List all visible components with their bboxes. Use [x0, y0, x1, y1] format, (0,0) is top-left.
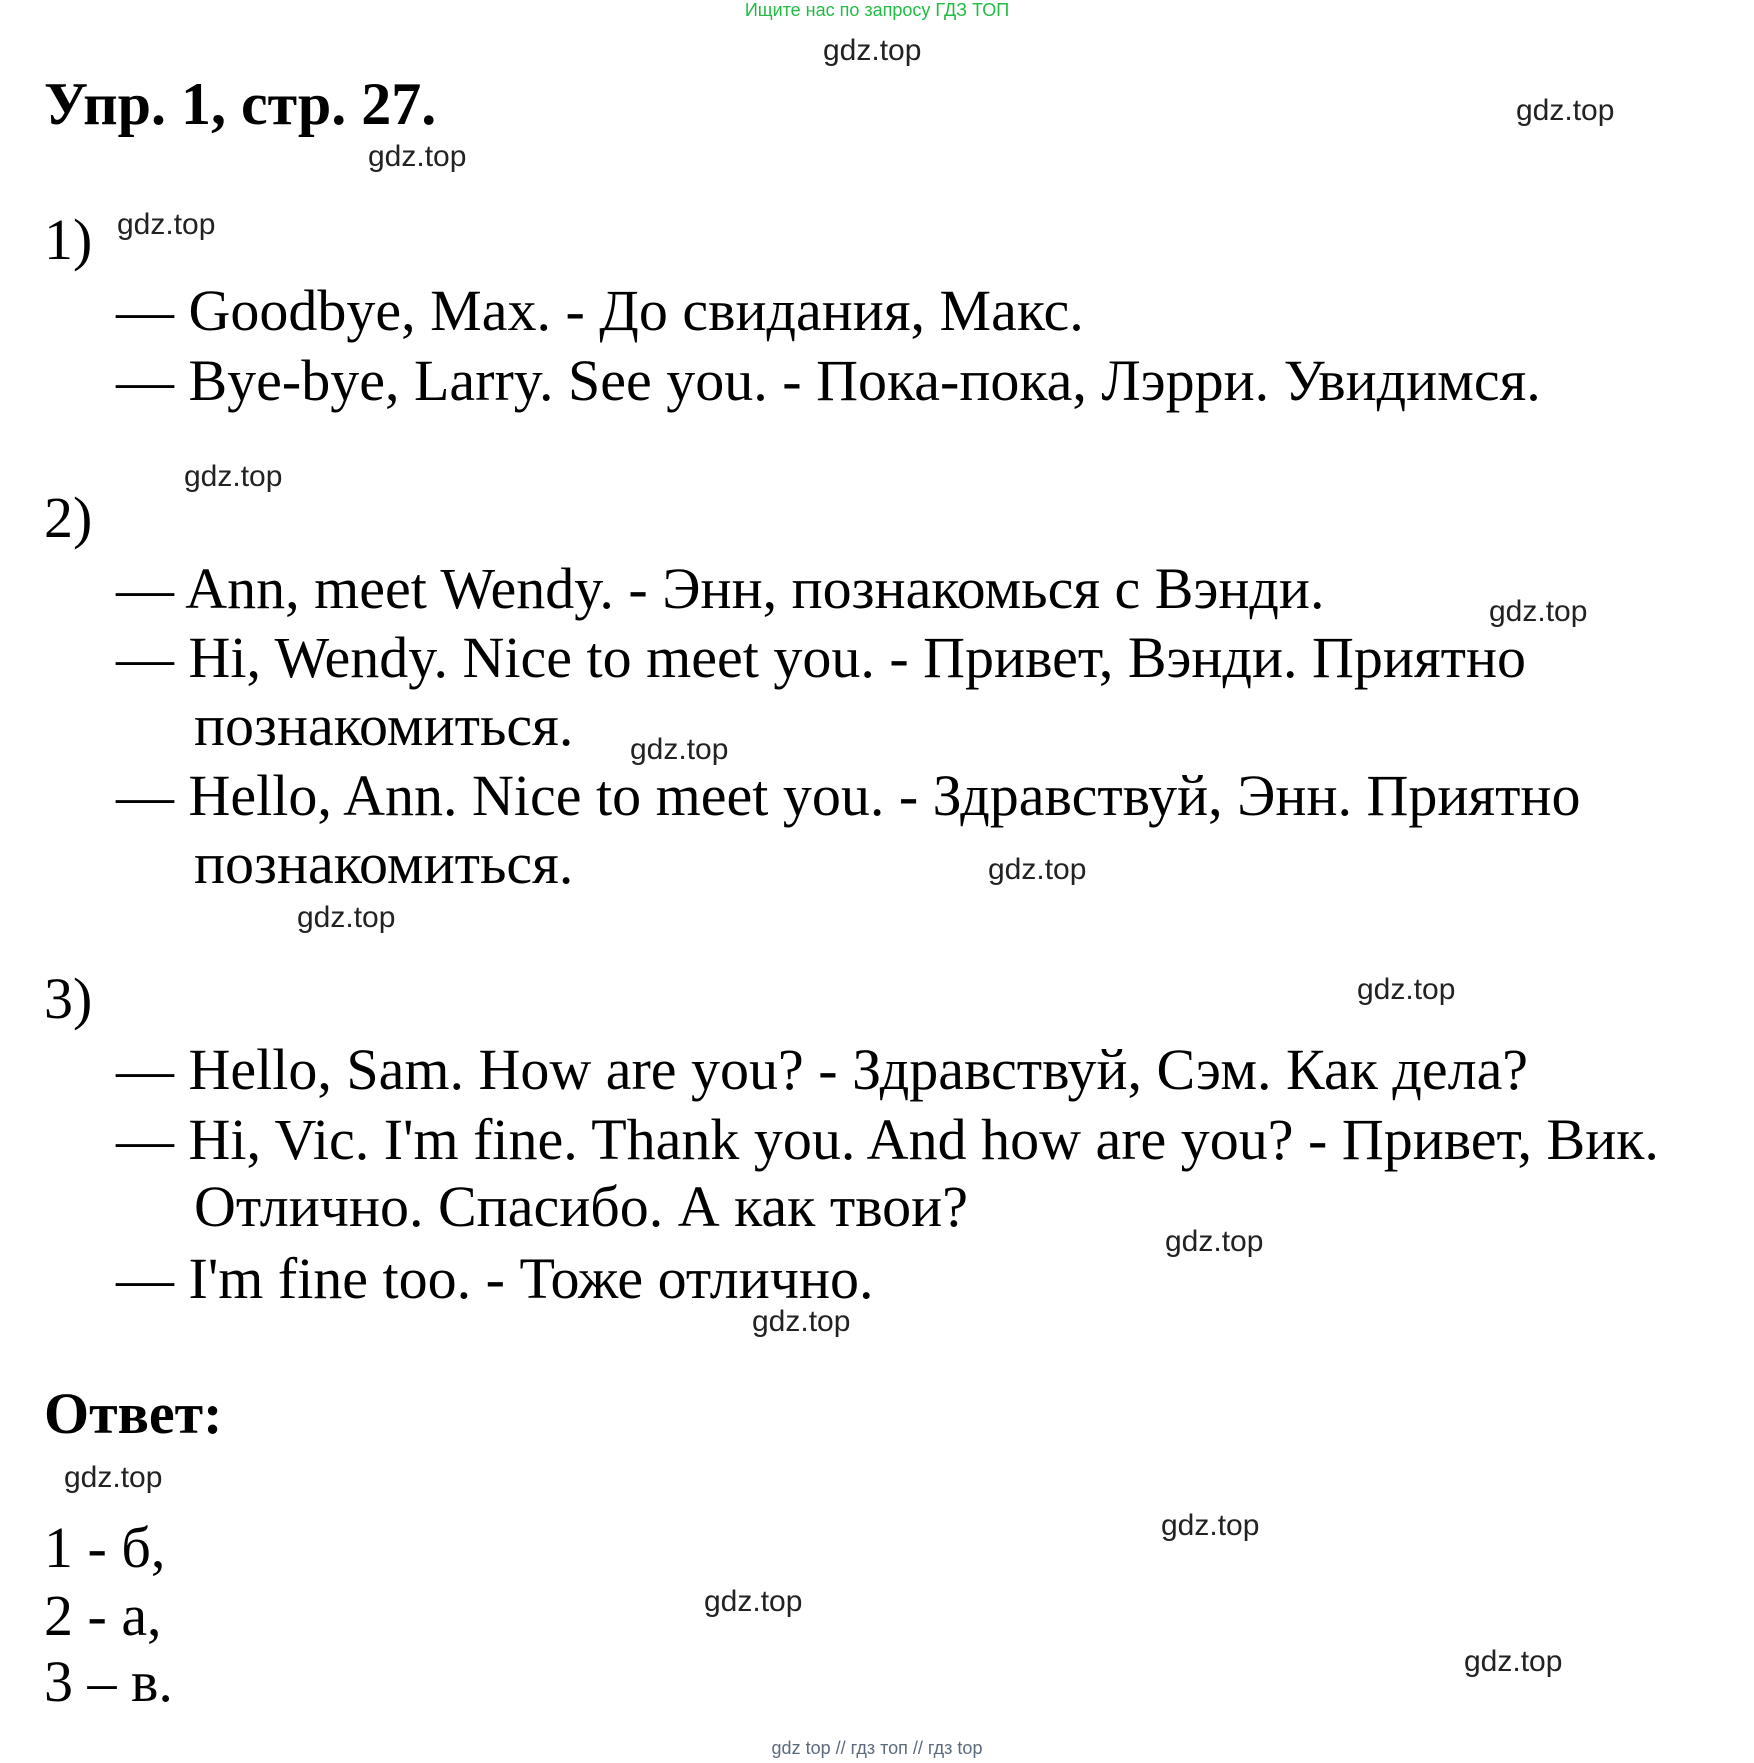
watermark: gdz.top — [988, 853, 1087, 886]
watermark: gdz.top — [1357, 973, 1456, 1006]
watermark: gdz.top — [823, 34, 922, 67]
watermark: gdz.top — [1516, 94, 1615, 127]
answer-heading: Ответ: — [44, 1381, 223, 1446]
watermark: gdz.top — [184, 460, 283, 493]
watermark: gdz.top — [297, 901, 396, 934]
watermark: gdz.top — [704, 1585, 803, 1618]
dialogue-line: — Hello, Ann. Nice to meet you. - Здравствуй, Энн. Приятно — [116, 763, 1581, 828]
watermark: gdz.top — [64, 1461, 163, 1494]
dialogue-number: 2) — [44, 485, 93, 550]
dialogue-number: 1) — [44, 207, 93, 272]
watermark: gdz.top — [368, 140, 467, 173]
dialogue-line-continuation: Отлично. Спасибо. А как твои? — [194, 1174, 968, 1239]
dialogue-line: — I'm fine too. - Тоже отлично. — [116, 1246, 874, 1311]
page-title: Упр. 1, стр. 27. — [44, 71, 437, 137]
dialogue-line: — Bye-bye, Larry. See you. - Пока-пока, Лэрри. Увидимся. — [116, 348, 1541, 413]
watermark: gdz.top — [630, 733, 729, 766]
watermark: gdz.top — [1165, 1225, 1264, 1258]
answer-item: 2 - а, — [44, 1583, 162, 1648]
dialogue-number: 3) — [44, 966, 93, 1031]
dialogue-line: — Hi, Wendy. Nice to meet you. - Привет, Вэнди. Приятно — [116, 625, 1527, 690]
watermark: gdz.top — [1489, 595, 1588, 628]
dialogue-line-continuation: познакомиться. — [194, 831, 574, 896]
watermark: gdz.top — [1161, 1509, 1260, 1542]
dialogue-line: — Hi, Vic. I'm fine. Thank you. And how are you? - Привет, Вик. — [116, 1107, 1659, 1172]
watermark: gdz.top — [1464, 1645, 1563, 1678]
watermark: gdz.top — [752, 1305, 851, 1338]
top-banner: Ищите нас по запросу ГДЗ ТОП — [744, 0, 1010, 20]
answer-item: 3 – в. — [44, 1649, 173, 1714]
dialogue-line: — Hello, Sam. How are you? - Здравствуй, Сэм. Как дела? — [116, 1037, 1529, 1102]
dialogue-line: — Ann, meet Wendy. - Энн, познакомься с Вэнди. — [116, 556, 1325, 621]
dialogue-line: — Goodbye, Max. - До свидания, Макс. — [116, 278, 1084, 343]
answer-item: 1 - б, — [44, 1515, 166, 1580]
watermark: gdz.top — [117, 208, 216, 241]
footer-links: gdz top // гдз топ // гдз top — [771, 1738, 983, 1758]
dialogue-line-continuation: познакомиться. — [194, 693, 574, 758]
